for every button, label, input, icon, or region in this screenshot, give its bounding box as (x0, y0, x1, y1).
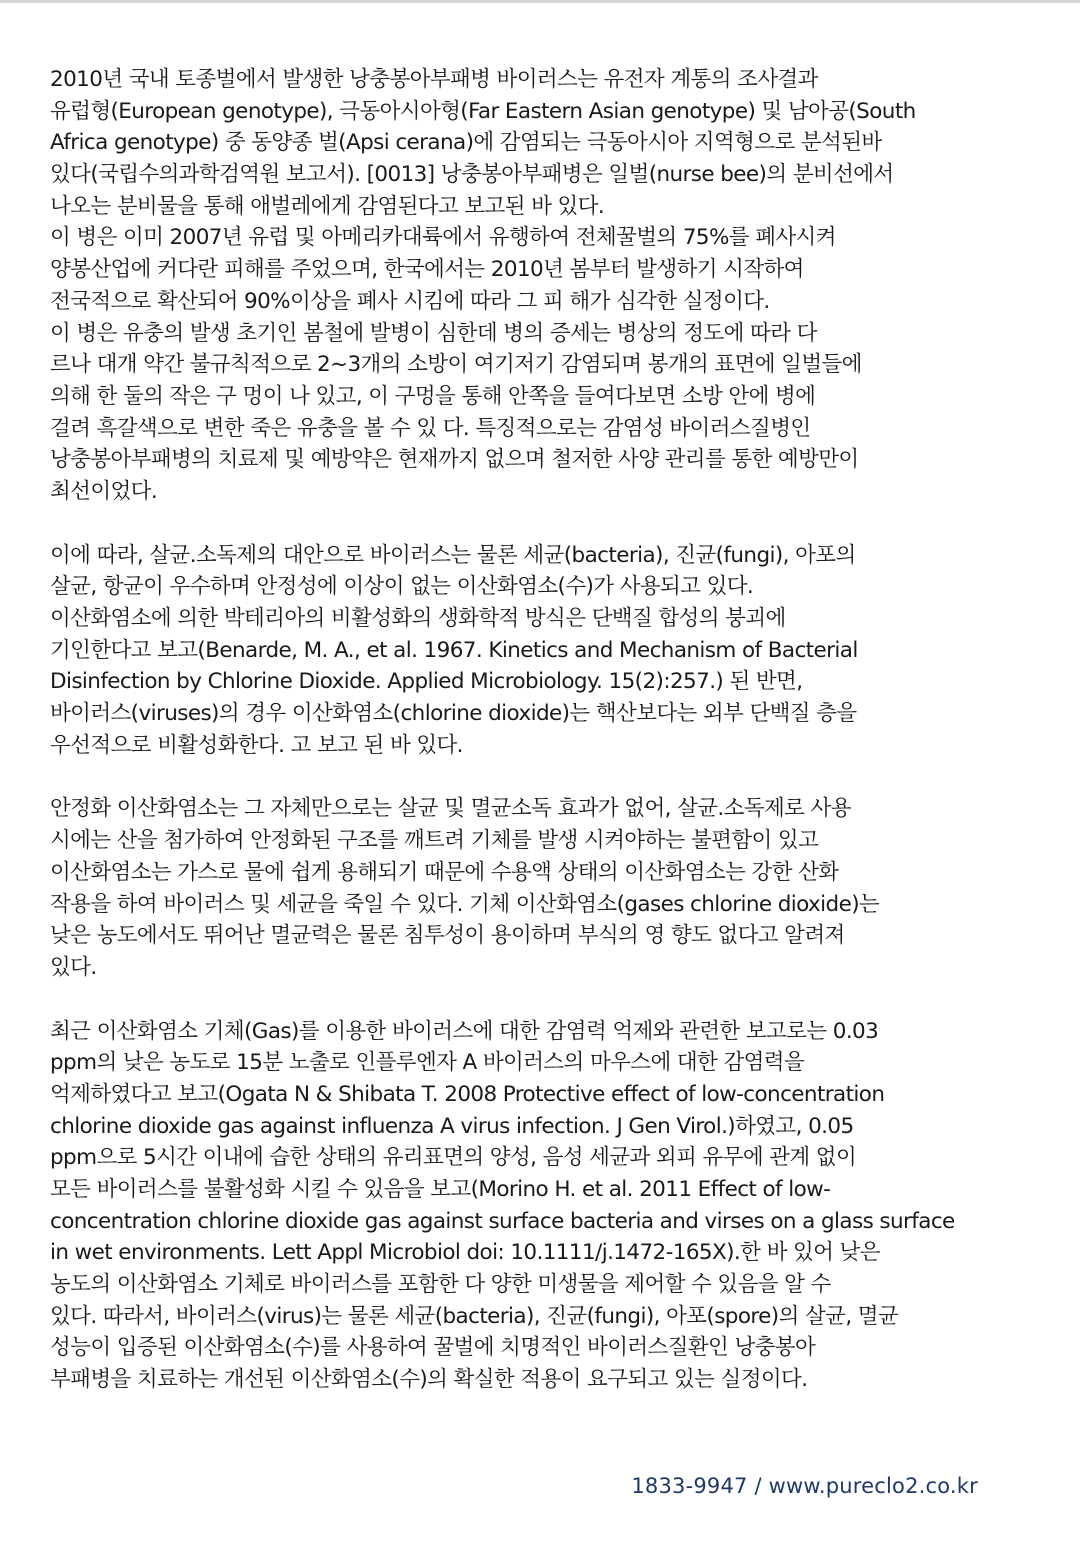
text-line: 있다. 따라서, 바이러스(virus)는 물론 세균(bacteria), 진균(fungi), 아포(spore)의 살균, 멸균 (50, 1303, 899, 1329)
top-divider (0, 0, 1080, 3)
text-line: 낮은 농도에서도 뛰어난 멸균력은 물론 침투성이 용이하며 부식의 영 향도 없다고 알려져 (50, 923, 845, 949)
text-line: chlorine dioxide gas against influenza A virus infection. J Gen Virol.)하였고, 0.05 (50, 1113, 854, 1139)
text-line: 나오는 분비물을 통해 애벌레에게 감염된다고 보고된 바 있다. (50, 193, 605, 219)
text-line: 최선이었다. (50, 478, 158, 504)
text-line: 있다(국립수의과학검역원 보고서). [0013] 낭충봉아부패병은 일벌(nurse bee)의 분비선에서 (50, 162, 894, 188)
text-line: Disinfection by Chlorine Dioxide. Applied Microbiology. 15(2):257.) 된 반면, (50, 669, 803, 695)
text-line: ppm의 낮은 농도로 15분 노출로 인플루엔자 A 바이러스의 마우스에 대한 감염력을 (50, 1050, 805, 1076)
text-line: Africa genotype) 중 동양종 벌(Apsi cerana)에 감염되는 극동아시아 지역형으로 분석된바 (50, 130, 882, 156)
text-line: 이산화염소에 의한 박테리아의 비활성화의 생화학적 방식은 단백질 합성의 붕괴에 (50, 606, 786, 631)
text-line: ppm으로 5시간 이내에 습한 상태의 유리표면의 양성, 음성 세균과 외피 유무에 관계 없이 (50, 1145, 857, 1171)
text-line: in wet environments. Lett Appl Microbiol doi: 10.1111/j.1472-165X).한 바 있어 낮은 (50, 1240, 880, 1266)
text-line: 이에 따라, 살균.소독제의 대안으로 바이러스는 물론 세균(bacteria), 진균(fungi), 아포의 (50, 542, 856, 568)
paragraph-gas-research (50, 1016, 1040, 1396)
text-line: 전국적으로 확산되어 90%이상을 폐사 시킴에 따라 그 피 해가 심각한 실정이다. (50, 288, 770, 314)
text-line: 살균, 항균이 우수하며 안정성에 이상이 없는 이산화염소(수)가 사용되고 있다. (50, 574, 754, 600)
text-line: 양봉산업에 커다란 피해를 주었으며, 한국에서는 2010년 봄부터 발생하기 시작하여 (50, 257, 804, 283)
text-line: 억제하였다고 보고(Ogata N & Shibata T. 2008 Protective effect of low-concentration (50, 1081, 885, 1107)
paragraph-chlorine-dioxide-mechanism (50, 540, 1040, 762)
text-line: 성능이 입증된 이산화염소(수)를 사용하여 꿀벌에 치명적인 바이러스질환인 낭충봉아 (50, 1335, 816, 1361)
text-line: 이 병은 유충의 발생 초기인 봄철에 발병이 심한데 병의 증세는 병상의 정도에 따라 다 (50, 320, 817, 346)
text-line: 최근 이산화염소 기체(Gas)를 이용한 바이러스에 대한 감염력 억제와 관련한 보고로는 0.03 (50, 1018, 879, 1044)
text-line: 시에는 산을 첨가하여 안정화된 구조를 깨트려 기체를 발생 시켜야하는 불편함이 있고 (50, 828, 819, 854)
text-line: 걸려 흑갈색으로 변한 죽은 유충을 볼 수 있 다. 특징적으로는 감염성 바이러스질병인 (50, 415, 811, 441)
paragraph-stabilized-chlorine-dioxide (50, 793, 1040, 983)
text-line: 이산화염소는 가스로 물에 쉽게 용해되기 때문에 수용액 상태의 이산화염소는 강한 산화 (50, 859, 839, 885)
text-line: 바이러스(viruses)의 경우 이산화염소(chlorine dioxide)는 핵산보다는 외부 단백질 층을 (50, 701, 857, 727)
text-line: 우선적으로 비활성화한다. 고 보고 된 바 있다. (50, 732, 463, 758)
text-line: 2010년 국내 토종벌에서 발생한 낭충봉아부패병 바이러스는 유전자 계통의 조사결과 (50, 67, 818, 92)
paragraph-disease-overview (50, 64, 1040, 508)
text-line: 농도의 이산화염소 기체로 바이러스를 포함한 다 양한 미생물을 제어할 수 있음을 알 수 (50, 1272, 831, 1298)
text-line: 모든 바이러스를 불활성화 시킬 수 있음을 보고(Morino H. et al. 2011 Effect of low- (50, 1177, 831, 1202)
text-line: 안정화 이산화염소는 그 자체만으로는 살균 및 멸균소독 효과가 없어, 살균.소독제로 사용 (50, 796, 851, 822)
text-line: 기인한다고 보고(Benarde, M. A., et al. 1967. Kinetics and Mechanism of Bacterial (50, 637, 858, 663)
text-line: 부패병을 치료하는 개선된 이산화염소(수)의 확실한 적용이 요구되고 있는 실정이다. (50, 1367, 808, 1393)
text-line: 르나 대개 약간 불규칙적으로 2~3개의 소방이 여기저기 감염되며 봉개의 표면에 일벌들에 (50, 352, 862, 378)
text-line: 의해 한 둘의 작은 구 멍이 나 있고, 이 구멍을 통해 안쪽을 들여다보면 소방 안에 병에 (50, 383, 816, 409)
text-line: 있다. (50, 954, 97, 980)
footer-contact: 1833-9947 / www.pureclo2.co.kr (631, 1474, 978, 1498)
text-line: 이 병은 이미 2007년 유럽 및 아메리카대륙에서 유행하여 전체꿀벌의 75%를 폐사시켜 (50, 225, 836, 251)
text-line: concentration chlorine dioxide gas against surface bacteria and virses on a glass surface (50, 1208, 955, 1234)
text-line: 작용을 하여 바이러스 및 세균을 죽일 수 있다. 기체 이산화염소(gases chlorine dioxide)는 (50, 891, 880, 917)
document-body (50, 64, 1040, 1428)
text-line: 낭충봉아부패병의 치료제 및 예방약은 현재까지 없으며 철저한 사양 관리를 통한 예방만이 (50, 447, 859, 473)
text-line: 유럽형(European genotype), 극동아시아형(Far Eastern Asian genotype) 및 남아공(South (50, 98, 916, 124)
